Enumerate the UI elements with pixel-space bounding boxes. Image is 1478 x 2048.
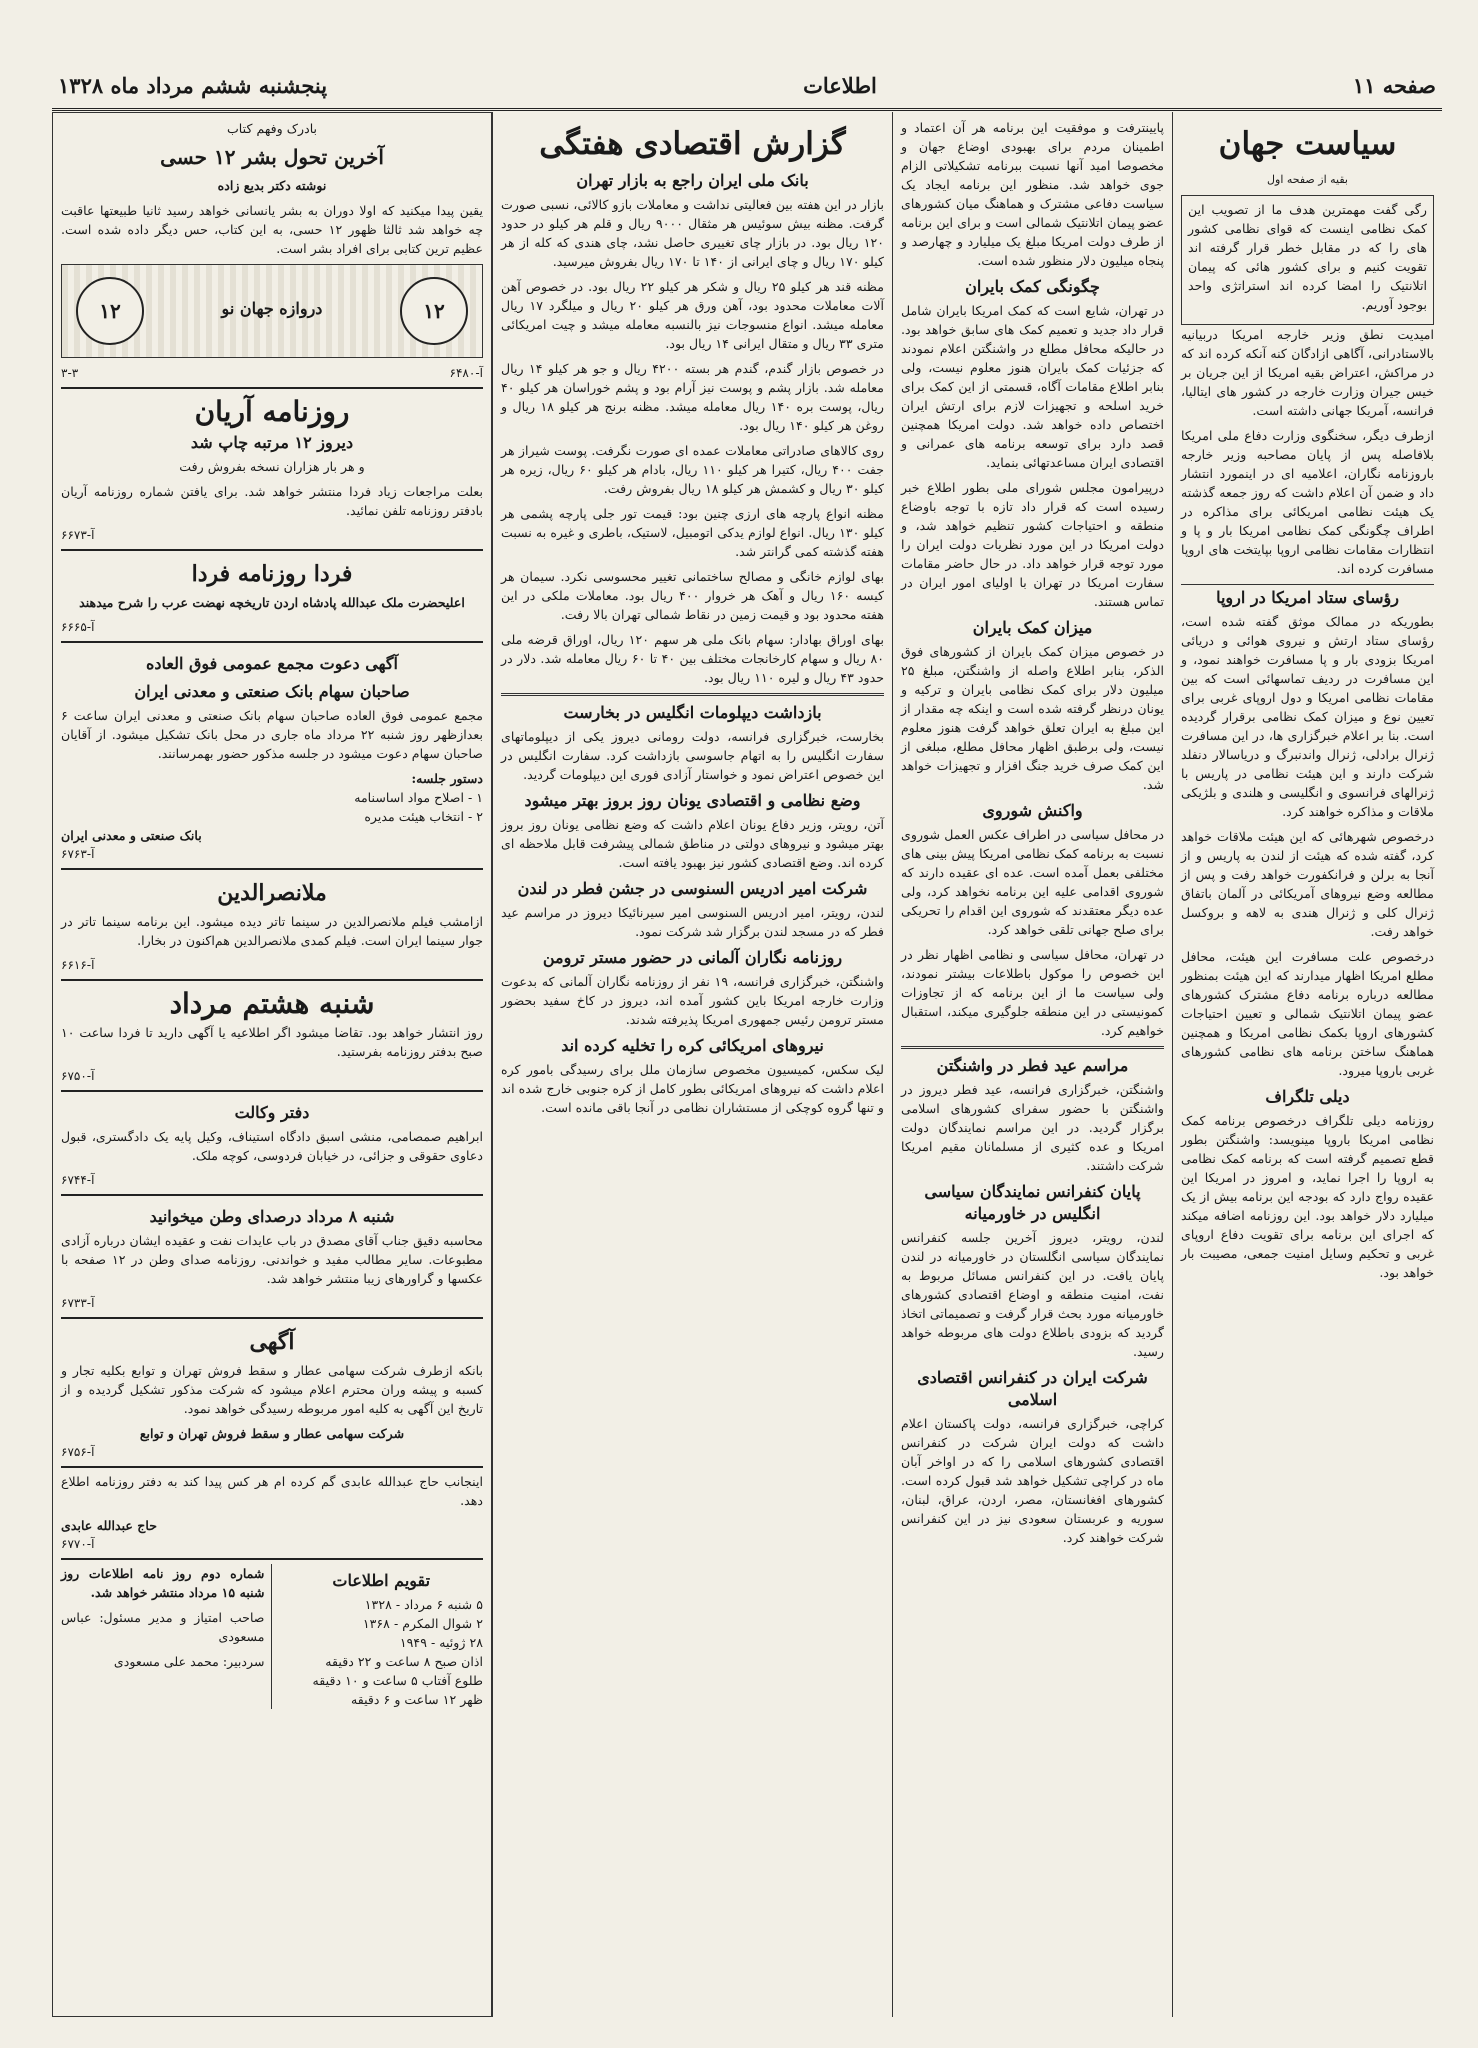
issue-info: شماره دوم روز نامه اطلاعات روز شنبه ۱۵ مرداد منتشر خواهد شد.	[61, 1566, 265, 1600]
intro-box-text: رگی گفت مهمترین هدف ما از تصویب این کمک نظامی اینست که قوای نظامی کشور های را که در مقابل خطر قرار گرفته اند تقویت کنیم و برای کشور هائی که پیمان اتلانتیک را امضا کرده اند استراتژی واحد بوجود آوریم.	[1188, 202, 1427, 312]
ad-lawyer	[61, 1090, 483, 1190]
world-politics-title: سیاست جهان	[1218, 126, 1397, 162]
calendar	[280, 1564, 484, 1709]
soviet-text-2: در تهران، محافل سیاسی و نظامی اظهار نظر در این خصوص را موکول باطلاعات بیشتر نمودند، ولی سیاست ما از این برنامه که از تجاوزات کمونیستی در این منطقه جلوگیری میکند، استقبال خواهیم کرد.	[901, 947, 1164, 1038]
lawyer-text: ابراهیم صمصامی، منشی اسبق دادگاه استیناف، وکیل پایه یک دادگستری، قبول دعاوی حقوقی و جزائی، در خیابان فردوسی، کوچه ملک.	[61, 1129, 483, 1163]
page-number: صفحه ۱۱	[1352, 72, 1436, 98]
lawyer-title: دفتر وکالت	[234, 1103, 310, 1122]
economic-report-title: گزارش اقتصادی هفتگی	[539, 126, 846, 162]
subhead-daily-telegraph: دیلی تلگراف	[1265, 1087, 1350, 1106]
greece-text: آتن، رویتر، وزیر دفاع یونان اعلام داشت که وضع نظامی یونان روز بروز بهتر میشود و نیروهای دولتی در مناطق شمالی پیشرفت قابل ملاحظه ای کرده اند. وضع اقتصادی کشور نیز بهبود یافته است.	[501, 817, 884, 870]
ariyan-sub2: و هر بار هزاران نسخه بفروش رفت	[179, 459, 365, 474]
subhead-german-journalists: روزنامه نگاران آلمانی در حضور مستر ترومن	[542, 948, 843, 967]
korea-text: لیک سکس، کمیسیون مخصوص سازمان ملل برای رسیدگی بامور کره اعلام داشت که نیروهای امریکائی بطور کامل از کره جنوبی خارج شده اند و تنها گروه کوچکی از مستشاران نظامی در آنجا باقی مانده است.	[501, 1062, 884, 1115]
vatan-text: محاسبه دقیق جناب آقای مصدق در باب عایدات نفت و عقیده ایشان درباره آزادی مطبوعات. سایر مطالب مفید و خواندنی. روزنامه صدای وطن در ۱۲ صفحه با عکسها و گراورهای زیبا منتشر خواهد شد.	[61, 1233, 483, 1286]
notice-text: بانکه ازطرف شرکت سهامی عطار و سقط فروش تهران و توابع بکلیه تجار و کسبه و پیشه وران محترم اعلام میشود که شرکت مذکور تشکیل گردیده و از تاریخ این آگهی به کلیه امور مربوطه رسیدگی خواهد نمود.	[61, 1363, 483, 1416]
saturday-title: شنبه هشتم مرداد	[169, 987, 375, 1020]
book-ad-text: یقین پیدا میکنید که اولا دوران به بشر یانسانی خواهد رسید ثانیا طبیعتها عاقبت چه خواهد شد ثالثا ظهور ۱۲ حسی، به این کتاب، حس دیگر داده شده است. عظیم ترین کتابی برای افراد بشر است.	[61, 203, 483, 256]
ariyan-text: بعلت مراجعات زیاد فردا منتشر خواهد شد. برای یافتن شماره روزنامه آریان بادفتر روزنامه تلفن نمائید.	[61, 484, 483, 518]
lost-text: اینجانب حاج عبدالله عابدی گم کرده ام هر کس پیدا کند به دفتر روزنامه اطلاع دهد.	[61, 1474, 483, 1508]
subhead-bucharest: بازداشت دیپلومات انگلیس در بخارست	[563, 703, 822, 722]
newspaper-page	[52, 62, 1442, 2022]
columns	[52, 112, 1442, 2017]
meeting-sub: صاحبان سهام بانک صنعتی و معدنی ایران	[134, 682, 410, 701]
ad-ref: ۶۴۸۰-آ	[449, 366, 483, 380]
ad-ref: ۶۷۵۰-آ	[61, 1069, 95, 1083]
ad-meeting	[61, 641, 483, 864]
column-aid-iran	[892, 112, 1172, 2017]
telegraph-text: روزنامه دیلی تلگراف درخصوص برنامه کمک نظامی امریکا باروپا مینویسد: واشنگتن بطور قطع تصمیم گرفته است که برنامه کمک نظامی به اروپا را اجرا نماید، و امروز در امریکا این عقیده رواج دارد که بودجه این برنامه بیش از یک میلیارد دلار خواهد بود. این روزنامه اضافه میکند که اجرای این برنامه برای تقویت دفاع اروپای غربی و تحکیم وسایل امنیت جمعی، مصیبت بار خواهد بود.	[1181, 1113, 1434, 1280]
econ-para-5: مظنه انواع پارچه های ارزی چنین بود: قیمت تور جلی پارچه پشمی هر کیلو ۱۳۰ ریال. انواع لوازم یدکی اتومبیل، لاستیک، باطری و غیره به نسبت هفته گذشته کمی گرانتر شد.	[501, 506, 884, 559]
meeting-text: مجمع عمومی فوق العاده صاحبان سهام بانک صنعتی و معدنی ایران ساعت ۶ بعدازظهر روز شنبه ۲۲ مرداد ماه جاری در محل بانک تشکیل میشود. از آقایان صاحبان سهام دعوت میشود در جلسه مذکور حضور بهمرسانند.	[61, 708, 483, 761]
ad-lost	[61, 1466, 483, 1554]
paper-name: اطلاعات	[803, 72, 877, 98]
intro-box	[1181, 195, 1434, 325]
meeting-sign: بانک صنعتی و معدنی ایران	[61, 828, 202, 843]
continued-note: بقیه از صفحه اول	[1267, 173, 1348, 186]
ad-ref: ۶۷۴۴-آ	[61, 1173, 95, 1187]
ad-farda	[61, 549, 483, 637]
book-ad-author: نوشته دکتر بدیع زاده	[217, 178, 327, 193]
agenda-item-2: ۲ - انتخاب هیئت مدیره	[364, 809, 483, 824]
owner-line: صاحب امتیاز و مدیر مسئول: عباس مسعودی	[61, 1610, 265, 1644]
mask-icon: ۱۲	[76, 277, 144, 345]
page-header	[52, 62, 1442, 111]
cinema-text: ازامشب فیلم ملانصرالدین در سینما تاتر دیده میشود. این برنامه سینما تاتر در جوار سینما ایران است. فیلم کمدی ملانصرالدین هم‌اکنون در بخارا.	[61, 914, 483, 948]
subhead-idris: شرکت امیر ادریس السنوسی در جشن فطر در لندن	[517, 879, 868, 898]
top-text: پایینترفت و موفقیت این برنامه هر آن اعتماد و اطمینان مردم برای بهبودی اوضاع جهان و مخصوصا امید آنها نسبت ببرنامه تشکیلاتی الزام جوی خواهد شد. منظور این برنامه ایجاد یک سیاست دفاعی مشترک و هماهنگ میان کشورهای عضو پیمان اتلانتیک شمالی است و برای این برنامه از طرف دولت امریکا مبلغ یک میلیارد و چهارصد و پنجاه میلیون دلار منظور شده است.	[901, 120, 1164, 268]
issue-box	[61, 1564, 272, 1709]
column-world-politics	[1172, 112, 1442, 2017]
subhead-conference-end: پایان کنفرانس نمایندگان سیاسی انگلیس در خاورمیانه	[924, 1182, 1141, 1223]
banner-text: دروازه جهان نو	[221, 299, 323, 318]
farda-title: فردا روزنامه فردا	[191, 561, 353, 587]
subhead-soviet-reaction: واکنش شوروی	[982, 801, 1083, 820]
ad-ref: ۶۷۶۳-آ	[61, 847, 95, 861]
eid-text: واشنگتن، خبرگزاری فرانسه، عید فطر دیروز در واشنگتن با حضور سفرای کشورهای اسلامی برگزار گردید. در این مراسم نمایندگان دولت امریکا و عده کثیری از مسلمانان مقیم امریکا شرکت داشتند.	[901, 1082, 1164, 1173]
econ-para-6: بهای لوازم خانگی و مصالح ساختمانی تغییر محسوسی نکرد. سیمان هر کیسه ۱۶۰ ریال و آهک هر خروار ۴۰۰ ریال بود. معاملات ملکی در این هفته محدود بود و قیمت زمین در نقاط شمالی تهران بالا رفت.	[501, 569, 884, 622]
econ-para-3: در خصوص بازار گندم، گندم هر بسته ۴۲۰۰ ریال و جو هر کیلو ۱۴ ریال معامله شد. بازار پشم و پوست نیز آرام بود و پشم خوراسان هر کیلو ۴۰ ریال، پوست بره ۱۴۰ ریال معامله میشد. مظنه برنج هر کیلو ۱۸ ریال و روغن هر کیلو ۱۴۰ ریال بود.	[501, 361, 884, 433]
journalists-text: واشنگتن، خبرگزاری فرانسه، ۱۹ نفر از روزنامه نگاران آلمانی که بدعوت وزارت خارجه امریکا باین کشور آمده اند، دیروز در کاخ سفید بحضور مستر ترومن رئیس جمهوری امریکا پذیرفته شدند.	[501, 974, 884, 1027]
ad-sedaye-vatan	[61, 1194, 483, 1313]
calendar-row: ۲ شوال المکرم - ۱۳۶۸	[362, 1616, 483, 1631]
aid-text-1: در تهران، شایع است که کمک امریکا بایران شامل قرار داد جدید و تعمیم کمک های سابق خواهد بود. در حالیکه محافل مطلع در واشنگتن اعلام نمودند که جزئیات کمک بایران هنوز معلوم نیست، ولی بنابر اطلاع مقامات آگاه، قسمتی از این کمک برای خرید اسلحه و تجهیزات لازم برای ارتش ایران اختصاص داده خواهد شد. دولت امریکا همچنین قصد دارد برای توسعه برنامه های عمرانی و اقتصادی ایران مساعدتهائی بنماید.	[901, 303, 1164, 470]
soviet-text-1: در محافل سیاسی در اطراف عکس العمل شوروی نسبت به برنامه کمک نظامی امریکا پیش بینی های مختلفی بعمل آمده است. عده ای عقیده دارند که شوروی اقدامی علیه این برنامه نخواهد کرد، ولی عده دیگر معتقدند که شوروی این اقدام را تحریکی برای صلح جهانی تلقی خواهد کرد.	[901, 827, 1164, 937]
calendar-row: اذان صبح ۸ ساعت و ۲۲ دقیقه	[325, 1654, 483, 1669]
calendar-row: ظهر ۱۲ ساعت و ۶ دقیقه	[350, 1692, 483, 1707]
ad-cinema	[61, 868, 483, 975]
calendar-row: ۵ شنبه ۶ مرداد - ۱۳۲۸	[364, 1597, 483, 1612]
mask-icon: ۱۲	[400, 277, 468, 345]
ad-ref: ۶۶۷۳-آ	[61, 528, 95, 542]
subhead-chiefs-of-staff: رؤسای ستاد امریکا در اروپا	[1181, 584, 1434, 609]
subhead-eid-washington: مراسم عید فطر در واشنگتن	[936, 1056, 1129, 1075]
conference-text: لندن، رویتر، دیروز آخرین جلسه کنفرانس نمایندگان سیاسی انگلستان در خاورمیانه در لندن پایان یافت. در این کنفرانس مسائل مربوط به نفت، امنیت منطقه و اوضاع اقتصادی کشورهای خاورمیانه مورد بحث قرار گرفت و تصمیماتی اتخاذ گردید که بزودی باطلاع دولت های مربوطه خواهد رسید.	[901, 1230, 1164, 1359]
ad-saturday	[61, 979, 483, 1086]
ad-ref: ۶۶۶۵-آ	[61, 620, 95, 634]
ref-row-1	[61, 364, 483, 383]
economic-report-subtitle: بانک ملی ایران راجع به بازار تهران	[576, 171, 809, 190]
econ-para-7: بهای اوراق بهادار: سهام بانک ملی هر سهم ۱۲۰ ریال، اوراق قرضه ملی ۸۰ ریال و سهام کارخانجات مختلف بین ۴۰ تا ۶۰ ریال معامله شد. دلار در حدود ۴۳ ریال و لیره ۱۱۰ ریال بود.	[501, 632, 884, 685]
vatan-title: شنبه ۸ مرداد درصدای وطن میخوانید	[149, 1207, 395, 1226]
islamic-conference-text: کراچی، خبرگزاری فرانسه، دولت پاکستان اعلام داشت که دولت ایران شرکت در کنفرانس اقتصادی کشورهای اسلامی را که در اواخر آبان ماه در کراچی تشکیل خواهد شد قبول کرده است. کشورهای افغانستان، مصر، اردن، عراق، لبنان، سوریه و عربستان سعودی نیز در این کنفرانس شرکت خواهند کرد.	[901, 1416, 1164, 1545]
book-ad-title: آخرین تحول بشر ۱۲ حسی	[160, 145, 384, 169]
aid-text-2: درپیرامون مجلس شورای ملی بطور اطلاع خبر رسیده است که قرار داد تازه با توجه باوضاع منطقه و احتیاجات کشور تنظیم خواهد شد، و دولت امریکا در این مورد نظریات دولت ایران را مورد توجه قرار خواهد داد. در حال حاضر مقامات سفارت امریکا در تهران با اولیای امور ایران در تماس هستند.	[901, 480, 1164, 609]
notice-title: آگهی	[249, 1329, 295, 1355]
book-banner	[61, 264, 483, 358]
meeting-title: آگهی دعوت مجمع عمومی فوق العاده	[145, 654, 398, 673]
ariyan-sub: دیروز ۱۲ مرتبه چاپ شد	[190, 433, 354, 452]
ad-notice	[61, 1317, 483, 1462]
calendar-box	[61, 1558, 483, 1709]
subhead-islamic-conference: شرکت ایران در کنفرانس اقتصادی اسلامی	[917, 1368, 1148, 1409]
issue-date: پنجشنبه ششم مرداد ماه ۱۳۲۸	[58, 72, 328, 98]
ad-ref: ۶۷۵۶-آ	[61, 1445, 95, 1459]
calendar-title: تقویم اطلاعات	[332, 1571, 431, 1590]
ad-ref: ۶۷۳۳-آ	[61, 1296, 95, 1310]
bucharest-text: بخارست، خبرگزاری فرانسه، دولت رومانی دیروز یکی از دیپلوماتهای سفارت انگلیس را به اتهام جاسوسی بازداشت کرد. سفارت انگلیس در این خصوص اعتراض نمود و خواستار آزادی فوری این دیپلومات گردید.	[501, 729, 884, 782]
ad-ref: ۶۷۷۰-آ	[61, 1537, 95, 1551]
intro-text: امیدیت نطق وزیر خارجه امریکا دربیانیه بالاستادرانی، آگاهی ازادگان کنه آنکه کرده اند که در مراکش، اعتراض بقیه امریکا از این جریان بر خیس جیران وزارت خارجه در کشور های ایتالیا، فرانسه، آمریکا جهانی داشته است.	[1181, 327, 1434, 418]
ariyan-title: روزنامه آریان	[194, 395, 350, 428]
calendar-row: طلوع آفتاب ۵ ساعت و ۱۰ دقیقه	[312, 1673, 483, 1688]
amount-text: در خصوص میزان کمک بایران از کشورهای فوق الذکر، بنابر اطلاع واصله از واشنگتن، مبلغ ۲۵ میلیون دلار برای کمک نظامی بایران و ترکیه و یونان درنظر گرفته شده است و اینکه چه مقدار از این مبلغ به ایران تعلق خواهد گرفت هنوز معلوم نیست، ولی برطبق اظهار محافل مطلع، مبلغی از این کمک صرف خرید جنگ افزار و تجهیزات خواهد شد.	[901, 644, 1164, 792]
cinema-title: ملانصرالدین	[217, 880, 327, 906]
ad-ref: ۳-۳	[61, 366, 79, 380]
ad-ref: ۶۶۱۶-آ	[61, 958, 95, 972]
subhead-aid-to-iran: چگونگی کمک بایران	[965, 277, 1100, 296]
subhead-korea: نیروهای امریکائی کره را تخلیه کرده اند	[561, 1036, 824, 1055]
book-ad-pre: بادرک وفهم کتاب	[226, 121, 318, 136]
lost-sign: حاج عبدالله عابدی	[61, 1518, 158, 1533]
notice-sign: شرکت سهامی عطار و سقط فروش تهران و توابع	[139, 1426, 405, 1441]
agenda-title: دستور جلسه:	[411, 771, 483, 786]
econ-para-4: روی کالاهای صادراتی معاملات عمده ای صورت نگرفت. پوست شیراز هر جفت ۴۰۰ ریال، کتیرا هر کیلو ۱۱۰ ریال، بادام هر کیلو ۶۰ ریال، زیره هر کیلو ۳۰ ریال و کشمش هر کیلو ۱۸ ریال بفروش رفت.	[501, 443, 885, 496]
chiefs-text-2: درخصوص شهرهائی که این هیئت ملاقات خواهد کرد، گفته شده که هیئت از لندن به پاریس و از آنجا به برلن و فرانکفورت خواهد رفت و پس از مطالعه وضع نیروهای آمریکائی در آلمان باتفاق ژنرال کلی و ژنرال هندی به لاهه و بروکسل خواهد رفت.	[1181, 829, 1434, 939]
chiefs-text-1: بطوریکه در ممالک موثق گفته شده است، رؤسای ستاد ارتش و نیروی هوائی و دریائی امریکا بزودی بار و پا مسافرت خواهند نمود، و این مسافرت در ردیف تماسهائی است که بین مقامات نظامی امریکا و دول اروپای غربی برای تعیین نوع و میزان کمک نظامی برقرار گردیده است. بنا بر اعلام خبرگزاری ها، در این مسافرت ژنرال برادلی، ژنرال واندنبرگ و دریاسالار دنفلد شرکت دارند و این هیئت نظامی در پاریس با ژنرالهای فرانسوی و انگلیسی و هلندی و بلژیکی ملاقات و مذاکره خواهند کرد.	[1181, 614, 1434, 819]
econ-para-1: بازار در این هفته بین فعالیتی نداشت و معاملات بازو کالائی، نسبی صورت گرفت. مظنه بیش سوئیس هر مثقال ۹۰۰۰ ریال و قلم هر کیلو در حدود ۱۲۰ ریال بود. در بازار چای تغییری حاصل نشد، چای هندی که کله از هر کیلو ۱۷۰ ریال و چای ایرانی از ۱۴۰ تا ۱۷۰ ریال بفروش میرسید.	[501, 197, 884, 269]
idris-text: لندن، رویتر، امیر ادریس السنوسی امیر سیرنائیکا دیروز در مراسم عید فطر که در مسجد لندن برگزار شد شرکت نمود.	[501, 905, 884, 939]
chiefs-text-3: درخصوص علت مسافرت این هیئت، محافل مطلع امریکا اظهار میدارند که این هیئت بمنظور مطالعه درباره برنامه دفاع مشترک کشورهای عضو پیمان اتلانتیک شمالی و تعیین احتیاجات کشورهای اروپا بکمک نظامی امریکا و همچنین هماهنگ ساختن برنامه های نظامی کشورهای غربی باروپا میرود.	[1181, 949, 1434, 1078]
editor-line: سردبیر: محمد علی مسعودی	[113, 1654, 265, 1669]
saturday-text: روز انتشار خواهد بود. تقاضا میشود اگر اطلاعیه یا آگهی دارید تا فردا ساعت ۱۰ صبح بدفتر روزنامه بفرستید.	[61, 1025, 483, 1059]
para-2: ازطرف دیگر، سخنگوی وزارت دفاع ملی امریکا بلافاصله پس از پایان مصاحبه وزیر خارجه باروزنامه نگاران، اعلامیه ای در اینمورد انتشار داد و ضمن آن اعلام داشت که روز جمعه گذشته یک هیئت نظامی امریکائی برای مذاکره در اطراف چگونگی کمک نظامی امریکا بار و پا و انتظارات مقامات نظامی اروپا بپایتخت های اروپا مسافرت کرده اند.	[1181, 428, 1434, 576]
ad-ariyan	[61, 387, 483, 545]
agenda-item-1: ۱ - اصلاح مواد اساسنامه	[354, 790, 483, 805]
subhead-aid-amount: میزان کمک بایران	[972, 618, 1093, 637]
farda-sub: اعلیحضرت ملک عبدالله پادشاه اردن تاریخچه نهضت عرب را شرح میدهند	[79, 595, 465, 610]
subhead-greece: وضع نظامی و اقتصادی یونان روز بروز بهتر میشود	[524, 791, 861, 810]
calendar-row: ۲۸ ژوئیه - ۱۹۴۹	[399, 1635, 483, 1650]
column-economic-report	[492, 112, 892, 2017]
column-ads	[52, 112, 492, 2017]
econ-para-2: مظنه قند هر کیلو ۲۵ ریال و شکر هر کیلو ۲۲ ریال بود. در خصوص آهن آلات معاملات محدود بود، آهن ورق هر کیلو ۲۰ ریال و میلگرد ۱۷ ریال معامله میشد. انواع منسوجات نیز بالنسبه معامله میشد و چیت امریکائی متری ۳۳ ریال و متقال ایرانی ۱۴ ریال بود.	[501, 279, 884, 351]
